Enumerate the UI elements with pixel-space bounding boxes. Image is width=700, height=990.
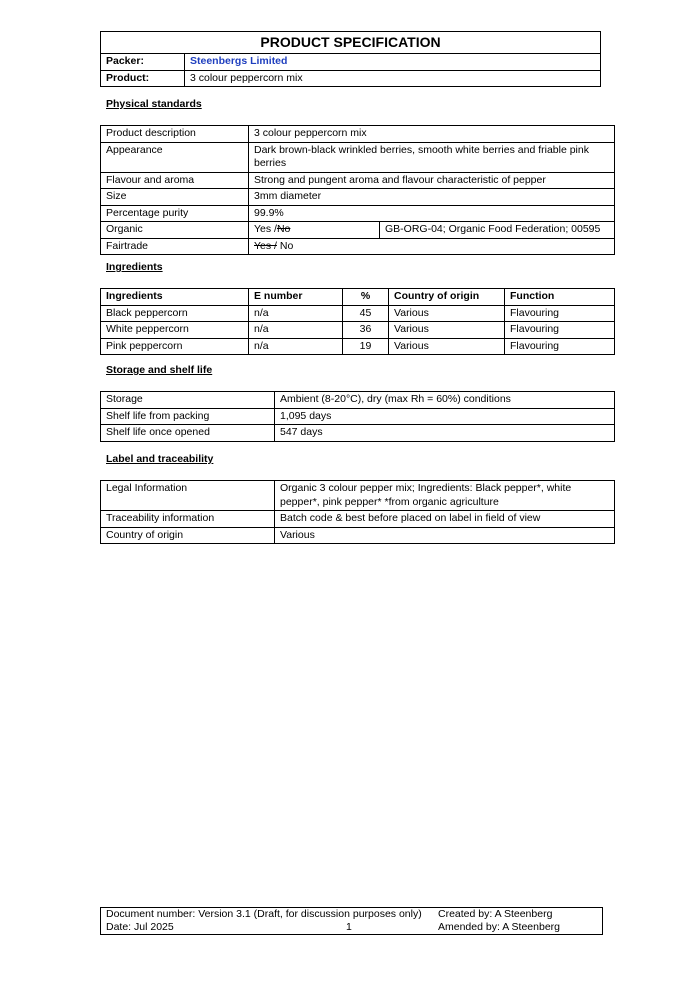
fairtrade-value [249,238,615,255]
fairtrade-label: Fairtrade [101,238,249,255]
table-cell: Various [389,338,505,355]
table-row [101,425,615,442]
row-value: 3mm diameter [249,189,615,206]
row-label: Flavour and aroma [101,172,249,189]
product-value: 3 colour peppercorn mix [185,70,601,87]
page-title: PRODUCT SPECIFICATION [101,32,601,54]
table-row [101,189,615,206]
row-label: Product description [101,126,249,143]
organic-label: Organic [101,222,249,239]
table-row [101,392,615,409]
table-row [101,481,615,511]
row-label: Appearance [101,142,249,172]
row-label: Percentage purity [101,205,249,222]
column-header: E number [249,289,343,306]
row-label: Country of origin [101,527,275,544]
document-date: Date: Jul 2025 [106,921,174,933]
row-value: Organic 3 colour pepper mix; Ingredients: Black pepper*, white pepper*, pink pepper* *from organic agriculture [275,481,615,511]
table-cell: Various [389,322,505,339]
created-by: Created by: A Steenberg [438,908,553,920]
table-cell: Flavouring [505,322,615,339]
row-value: 547 days [275,425,615,442]
table-cell: n/a [249,305,343,322]
column-header: Function [505,289,615,306]
fairtrade-yes-struck: Yes / [254,239,277,252]
table-row [101,222,615,239]
physical-standards-heading: Physical standards [106,98,202,110]
row-value: 1,095 days [275,408,615,425]
storage-heading: Storage and shelf life [106,364,213,376]
organic-yes: Yes / [254,223,277,235]
label-traceability-table [100,480,615,544]
column-header: Country of origin [389,289,505,306]
organic-no-struck: No [276,223,291,235]
table-row [101,305,615,322]
table-cell: n/a [249,338,343,355]
label-traceability-heading: Label and traceability [106,453,214,465]
storage-table [100,391,615,442]
spec-header-table [100,31,601,87]
row-label: Traceability information [101,511,275,528]
row-value: Various [275,527,615,544]
ingredients-table [100,288,615,355]
document-number: Document number: Version 3.1 (Draft, for discussion purposes only) [106,908,422,920]
table-header-row [101,289,615,306]
row-label: Legal Information [101,481,275,511]
organic-certification: GB-ORG-04; Organic Food Federation; 00595 [380,222,615,239]
table-cell: Black peppercorn [101,305,249,322]
column-header: Ingredients [101,289,249,306]
ingredients-heading: Ingredients [106,261,163,273]
table-row [101,205,615,222]
product-label: Product: [101,70,185,87]
table-cell: Pink peppercorn [101,338,249,355]
table-row [101,338,615,355]
table-cell: Various [389,305,505,322]
row-value: 99.9% [249,205,615,222]
table-cell: Flavouring [505,305,615,322]
page-number: 1 [346,921,352,933]
amended-by: Amended by: A Steenberg [438,921,561,933]
table-cell: n/a [249,322,343,339]
table-cell: Flavouring [505,338,615,355]
organic-value [249,222,380,239]
table-row [101,142,615,172]
row-value: Dark brown-black wrinkled berries, smooth white berries and friable pink berries [249,142,615,172]
table-row [101,408,615,425]
table-row [101,527,615,544]
packer-value: Steenbergs Limited [185,54,601,71]
table-row [101,238,615,255]
table-row [101,511,615,528]
row-value: Batch code & best before placed on label in field of view [275,511,615,528]
table-cell: 45 [343,305,389,322]
row-label: Size [101,189,249,206]
table-row [101,322,615,339]
column-header: % [343,289,389,306]
row-value: 3 colour peppercorn mix [249,126,615,143]
document-footer [100,907,603,935]
row-label: Shelf life once opened [101,425,275,442]
row-value: Ambient (8-20°C), dry (max Rh = 60%) conditions [275,392,615,409]
table-cell: White peppercorn [101,322,249,339]
table-cell: 19 [343,338,389,355]
packer-label: Packer: [101,54,185,71]
table-cell: 36 [343,322,389,339]
fairtrade-no: No [279,239,294,252]
row-label: Storage [101,392,275,409]
row-label: Shelf life from packing [101,408,275,425]
physical-standards-table [100,125,615,255]
row-value: Strong and pungent aroma and flavour characteristic of pepper [249,172,615,189]
table-row [101,172,615,189]
table-row [101,126,615,143]
